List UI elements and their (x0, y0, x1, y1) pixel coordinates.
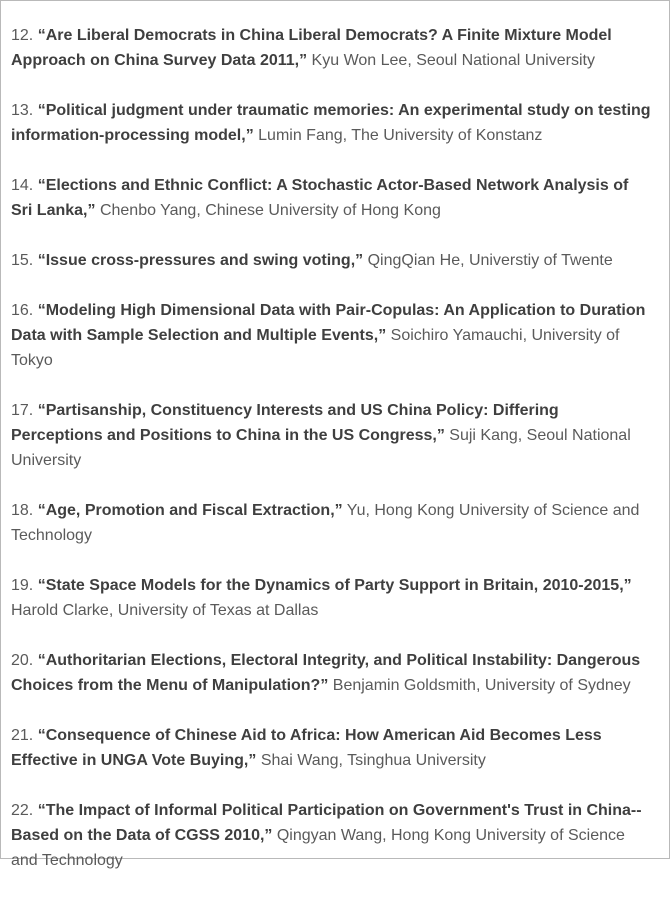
paper-title: “Political judgment under traumatic memories: An experimental study on testing information-processing model,” (11, 102, 651, 144)
author-affiliation: Benjamin Goldsmith, University of Sydney (332, 677, 631, 694)
item-number: 15. (11, 252, 34, 269)
list-item (11, 23, 651, 73)
item-number: 12. (11, 27, 34, 44)
item-number: 16. (11, 302, 34, 319)
list-item (11, 173, 651, 223)
author-affiliation: Kyu Won Lee, Seoul National University (311, 52, 595, 69)
list-item (11, 298, 651, 373)
item-number: 21. (11, 727, 34, 744)
paper-title: “State Space Models for the Dynamics of Party Support in Britain, 2010-2015,” (37, 577, 632, 594)
paper-title: “Partisanship, Constituency Interests and US China Policy: Differing Perceptions and Positions to China in the US Congress,” (11, 402, 559, 444)
paper-title: “The Impact of Informal Political Participation on Government's Trust in China--Based on the Data of CGSS 2010,” (11, 802, 642, 844)
list-item (11, 648, 651, 698)
author-affiliation: Suji Kang, Seoul National University (11, 427, 631, 469)
paper-title: “Are Liberal Democrats in China Liberal Democrats? A Finite Mixture Model Approach on China Survey Data 2011,” (11, 27, 612, 69)
author-affiliation: Soichiro Yamauchi, University of Tokyo (11, 327, 620, 369)
item-number: 22. (11, 802, 34, 819)
paper-title: “Issue cross-pressures and swing voting,” (37, 252, 364, 269)
list-item (11, 723, 651, 773)
list-item (11, 98, 651, 148)
author-affiliation: QingQian He, Universtiy of Twente (367, 252, 613, 269)
item-number: 18. (11, 502, 34, 519)
paper-title: “Consequence of Chinese Aid to Africa: How American Aid Becomes Less Effective in UNGA Vote Buying,” (11, 727, 602, 769)
author-affiliation: Qingyan Wang, Hong Kong University of Science and Technology (11, 827, 625, 869)
author-affiliation: Chenbo Yang, Chinese University of Hong Kong (99, 202, 441, 219)
paper-title: “Age, Promotion and Fiscal Extraction,” (37, 502, 343, 519)
paper-title: “Elections and Ethnic Conflict: A Stochastic Actor-Based Network Analysis of Sri Lanka,” (11, 177, 629, 219)
item-number: 17. (11, 402, 34, 419)
item-number: 14. (11, 177, 34, 194)
paper-title: “Authoritarian Elections, Electoral Integrity, and Political Instability: Dangerous Choices from the Menu of Manipulation?” (11, 652, 641, 694)
item-number: 20. (11, 652, 34, 669)
paper-title: “Modeling High Dimensional Data with Pair-Copulas: An Application to Duration Data with Sample Selection and Multiple Events,” (11, 302, 646, 344)
author-affiliation: Harold Clarke, University of Texas at Dallas (11, 602, 319, 619)
author-affiliation: Yu, Hong Kong University of Science and Technology (11, 502, 640, 544)
item-number: 13. (11, 102, 34, 119)
list-item (11, 398, 651, 473)
list-item (11, 248, 651, 273)
list-item (11, 498, 651, 548)
author-affiliation: Lumin Fang, The University of Konstanz (258, 127, 543, 144)
paper-list (11, 23, 651, 898)
author-affiliation: Shai Wang, Tsinghua University (260, 752, 486, 769)
list-item (11, 798, 651, 873)
list-item (11, 573, 651, 623)
item-number: 19. (11, 577, 34, 594)
